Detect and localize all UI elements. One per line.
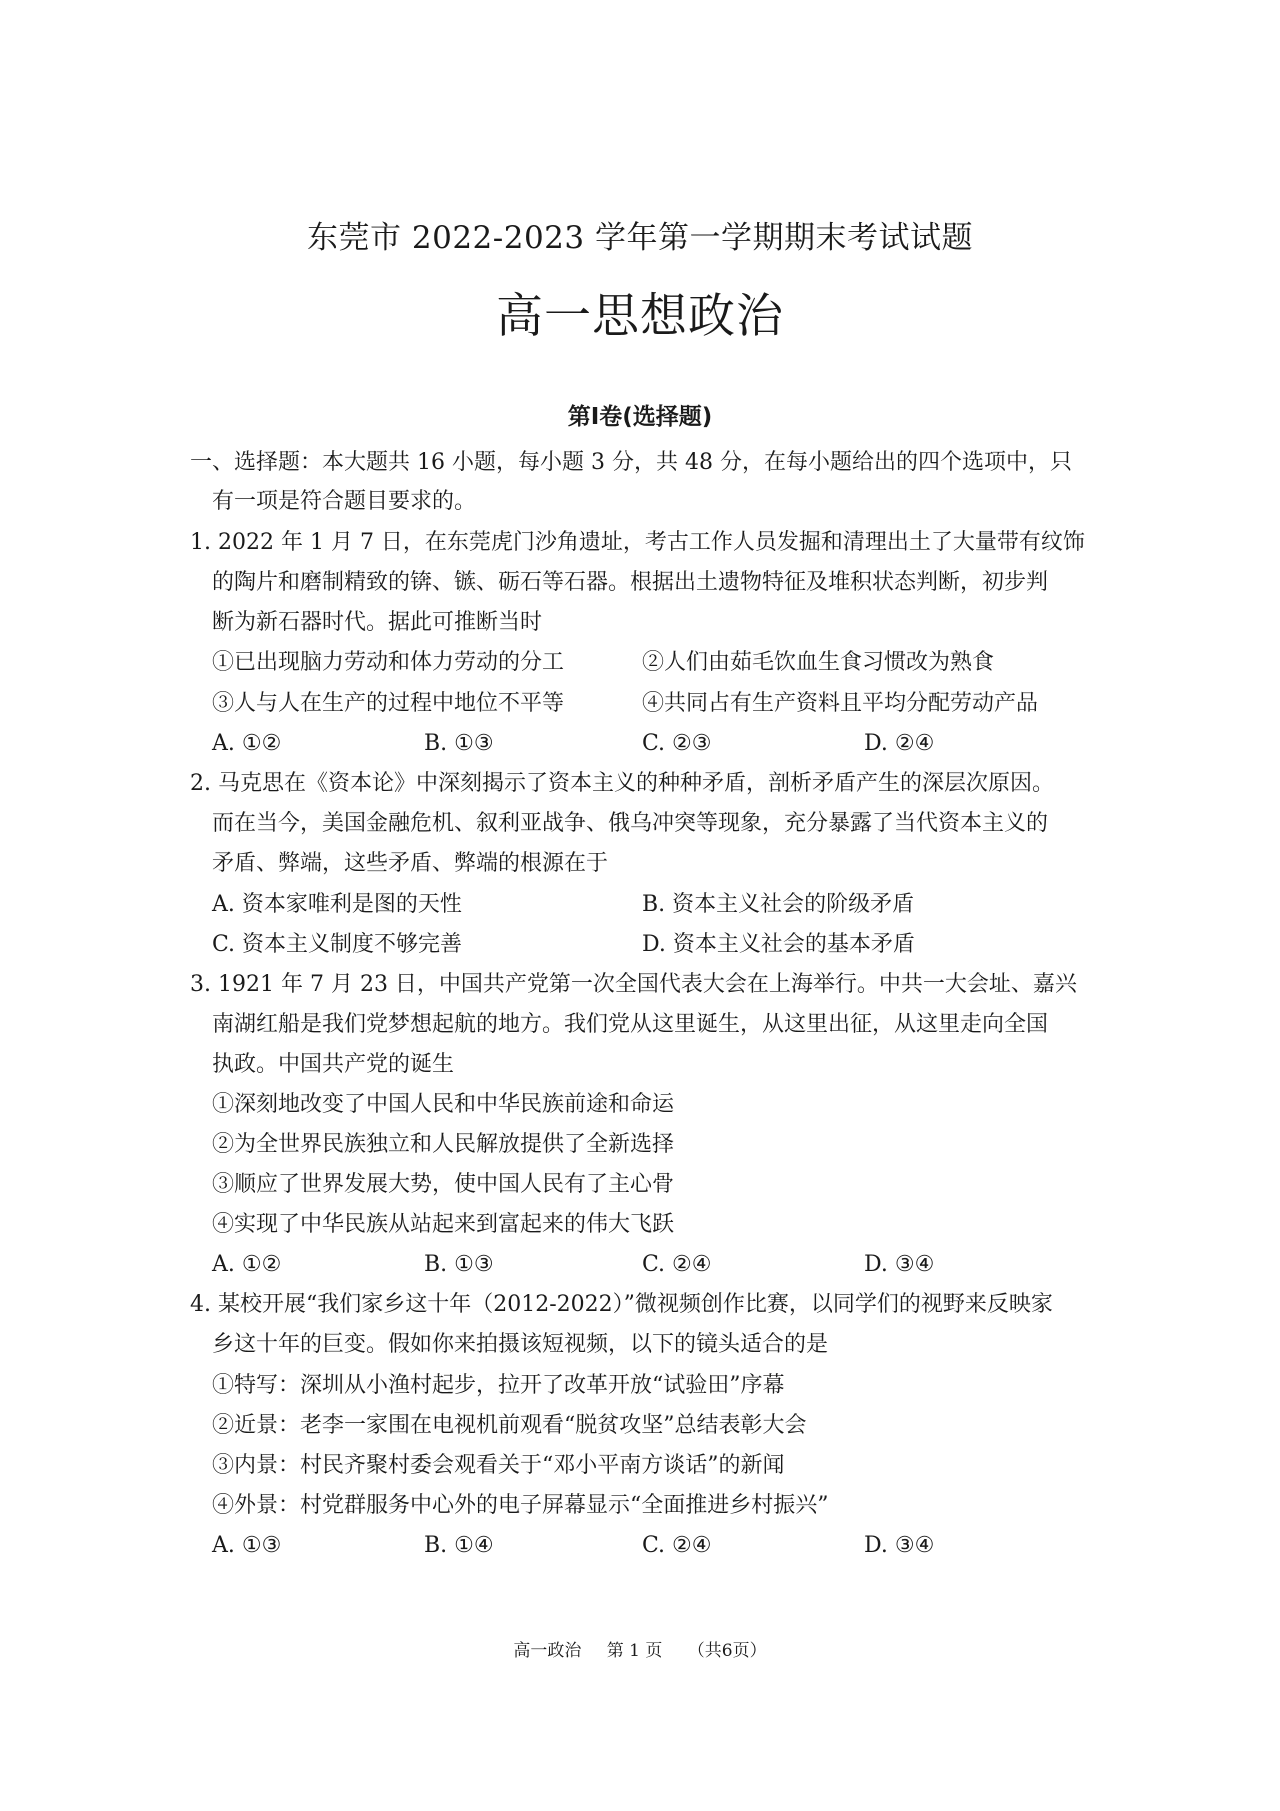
question-4-option-b: B. ①④ (424, 1533, 494, 1558)
question-2-option-b: B. 资本主义社会的阶级矛盾 (642, 892, 915, 917)
exam-title: 东莞市 2022-2023 学年第一学期期末考试试题 (307, 220, 973, 256)
question-4-statement: ①特写：深圳从小渔村起步，拉开了改革开放“试验田”序幕 (212, 1373, 785, 1398)
question-3-option-b: B. ①③ (424, 1252, 494, 1277)
question-1-statement: ①已出现脑力劳动和体力劳动的分工 (212, 650, 565, 675)
section-instruction-line: 一、选择题：本大题共 16 小题，每小题 3 分，共 48 分，在每小题给出的四个选项中，只 (190, 450, 1072, 475)
question-1-statement: ④共同占有生产资料且平均分配劳动产品 (642, 691, 1039, 716)
question-1-option-d: D. ②④ (864, 731, 935, 756)
question-1-option-c: C. ②③ (642, 731, 712, 756)
question-4-statement: ④外景：村党群服务中心外的电子屏幕显示“全面推进乡村振兴” (212, 1493, 829, 1518)
question-1-option-b: B. ①③ (424, 731, 494, 756)
question-1-stem: 1. 2022 年 1 月 7 日，在东莞虎门沙角遗址，考古工作人员发掘和清理出土了大量带有纹饰 (190, 530, 1085, 555)
footer-total-pages: （共6页） (687, 1641, 767, 1661)
question-4-stem: 乡这十年的巨变。假如你来拍摄该短视频，以下的镜头适合的是 (212, 1332, 829, 1357)
question-3-option-a: A. ①② (212, 1252, 282, 1277)
subject-title: 高一思想政治 (496, 289, 784, 344)
question-2-option-a: A. 资本家唯利是图的天性 (212, 892, 462, 917)
question-1-statement: ③人与人在生产的过程中地位不平等 (212, 691, 565, 716)
question-1-statement: ②人们由茹毛饮血生食习惯改为熟食 (642, 650, 995, 675)
question-3-option-d: D. ③④ (864, 1252, 935, 1277)
question-3-stem: 3. 1921 年 7 月 23 日，中国共产党第一次全国代表大会在上海举行。中共一大会址、嘉兴 (190, 972, 1077, 997)
question-3-statement: ③顺应了世界发展大势，使中国人民有了主心骨 (212, 1172, 675, 1197)
question-2-option-d: D. 资本主义社会的基本矛盾 (642, 932, 915, 957)
page-footer (0, 1636, 1280, 1661)
question-3-stem: 南湖红船是我们党梦想起航的地方。我们党从这里诞生，从这里出征，从这里走向全国 (212, 1012, 1049, 1037)
question-2-stem: 矛盾、弊端，这些矛盾、弊端的根源在于 (212, 851, 609, 876)
question-3-statement: ④实现了中华民族从站起来到富起来的伟大飞跃 (212, 1212, 675, 1237)
question-3-statement: ②为全世界民族独立和人民解放提供了全新选择 (212, 1132, 675, 1157)
footer-page-number: 第 1 页 (606, 1641, 663, 1661)
question-1-stem: 断为新石器时代。据此可推断当时 (212, 610, 543, 635)
question-4-statement: ③内景：村民齐聚村委会观看关于“邓小平南方谈话”的新闻 (212, 1453, 785, 1478)
section-instruction-line: 有一项是符合题目要求的。 (212, 489, 477, 514)
question-4-option-c: C. ②④ (642, 1533, 712, 1558)
question-1-stem: 的陶片和磨制精致的锛、镞、砺石等石器。根据出土遗物特征及堆积状态判断，初步判 (212, 570, 1049, 595)
question-4-option-d: D. ③④ (864, 1533, 935, 1558)
question-4-stem: 4. 某校开展“我们家乡这十年（2012-2022）”微视频创作比赛，以同学们的视野来反映家 (190, 1292, 1053, 1317)
question-1-option-a: A. ①② (212, 731, 282, 756)
question-4-statement: ②近景：老李一家围在电视机前观看“脱贫攻坚”总结表彰大会 (212, 1413, 807, 1438)
part-title: 第Ⅰ卷(选择题) (567, 404, 713, 430)
question-4-option-a: A. ①③ (212, 1533, 282, 1558)
question-2-stem: 2. 马克思在《资本论》中深刻揭示了资本主义的种种矛盾，剖析矛盾产生的深层次原因。 (190, 771, 1054, 796)
question-3-statement: ①深刻地改变了中国人民和中华民族前途和命运 (212, 1092, 675, 1117)
question-3-option-c: C. ②④ (642, 1252, 712, 1277)
question-2-stem: 而在当今，美国金融危机、叙利亚战争、俄乌冲突等现象，充分暴露了当代资本主义的 (212, 811, 1049, 836)
question-3-stem: 执政。中国共产党的诞生 (212, 1052, 455, 1077)
question-2-option-c: C. 资本主义制度不够完善 (212, 932, 463, 957)
footer-subject: 高一政治 (513, 1641, 582, 1661)
